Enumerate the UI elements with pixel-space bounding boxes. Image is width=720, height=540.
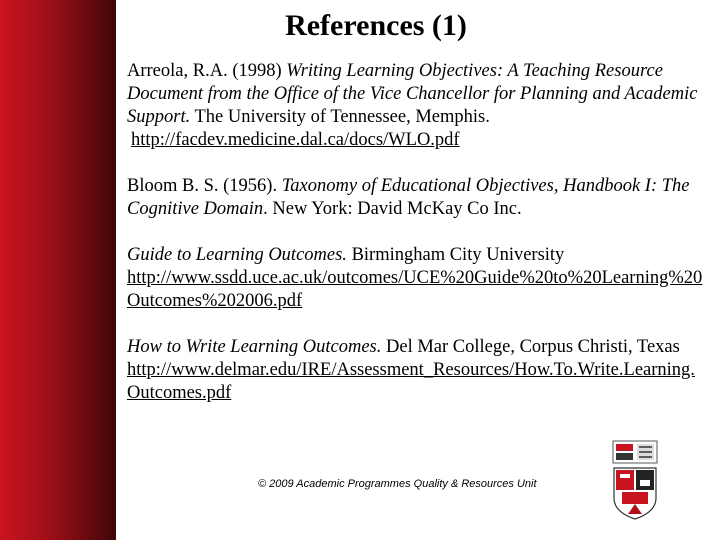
reference-title: Taxonomy of Educational Objectives, Handbook I: The Cognitive Domain xyxy=(127,176,690,219)
reference-howto xyxy=(127,336,707,405)
reference-author: Arreola, R.A. (1998) xyxy=(127,61,287,81)
university-crest-icon xyxy=(612,440,658,520)
reference-title: How to Write Learning Outcomes. xyxy=(127,337,382,357)
reference-link-howto[interactable]: http://www.delmar.edu/IRE/Assessment_Resources/How.To.Write.Learning.Outcomes.pdf xyxy=(127,360,695,403)
reference-publisher: Birmingham City University xyxy=(346,245,565,265)
reference-guide xyxy=(127,244,707,313)
reference-bloom xyxy=(127,175,707,221)
reference-link-arreola[interactable]: http://facdev.medicine.dal.ca/docs/WLO.pdf xyxy=(131,130,460,150)
reference-publisher: Del Mar College, Corpus Christi, Texas xyxy=(381,337,680,357)
reference-publisher: The University of Tennessee, Memphis. xyxy=(190,107,490,127)
reference-title: Guide to Learning Outcomes. xyxy=(127,245,347,265)
reference-link-guide[interactable]: http://www.ssdd.uce.ac.uk/outcomes/UCE%20Guide%20to%20Learning%20Outcomes%202006.pdf xyxy=(127,268,703,311)
reference-arreola xyxy=(127,60,707,152)
references-list xyxy=(127,60,707,405)
reference-publisher: . New York: David McKay Co Inc. xyxy=(263,199,522,219)
page-title: References (1) xyxy=(285,9,467,42)
reference-author: Bloom B. S. (1956). xyxy=(127,176,282,196)
copyright-footer: © 2009 Academic Programmes Quality & Resources Unit xyxy=(258,478,537,490)
red-sidebar-band xyxy=(0,0,116,540)
reference-title: Writing Learning Objectives: A Teaching Resource Document from the Office of the Vice Chancellor for Planning and Academic Support. xyxy=(127,61,698,127)
